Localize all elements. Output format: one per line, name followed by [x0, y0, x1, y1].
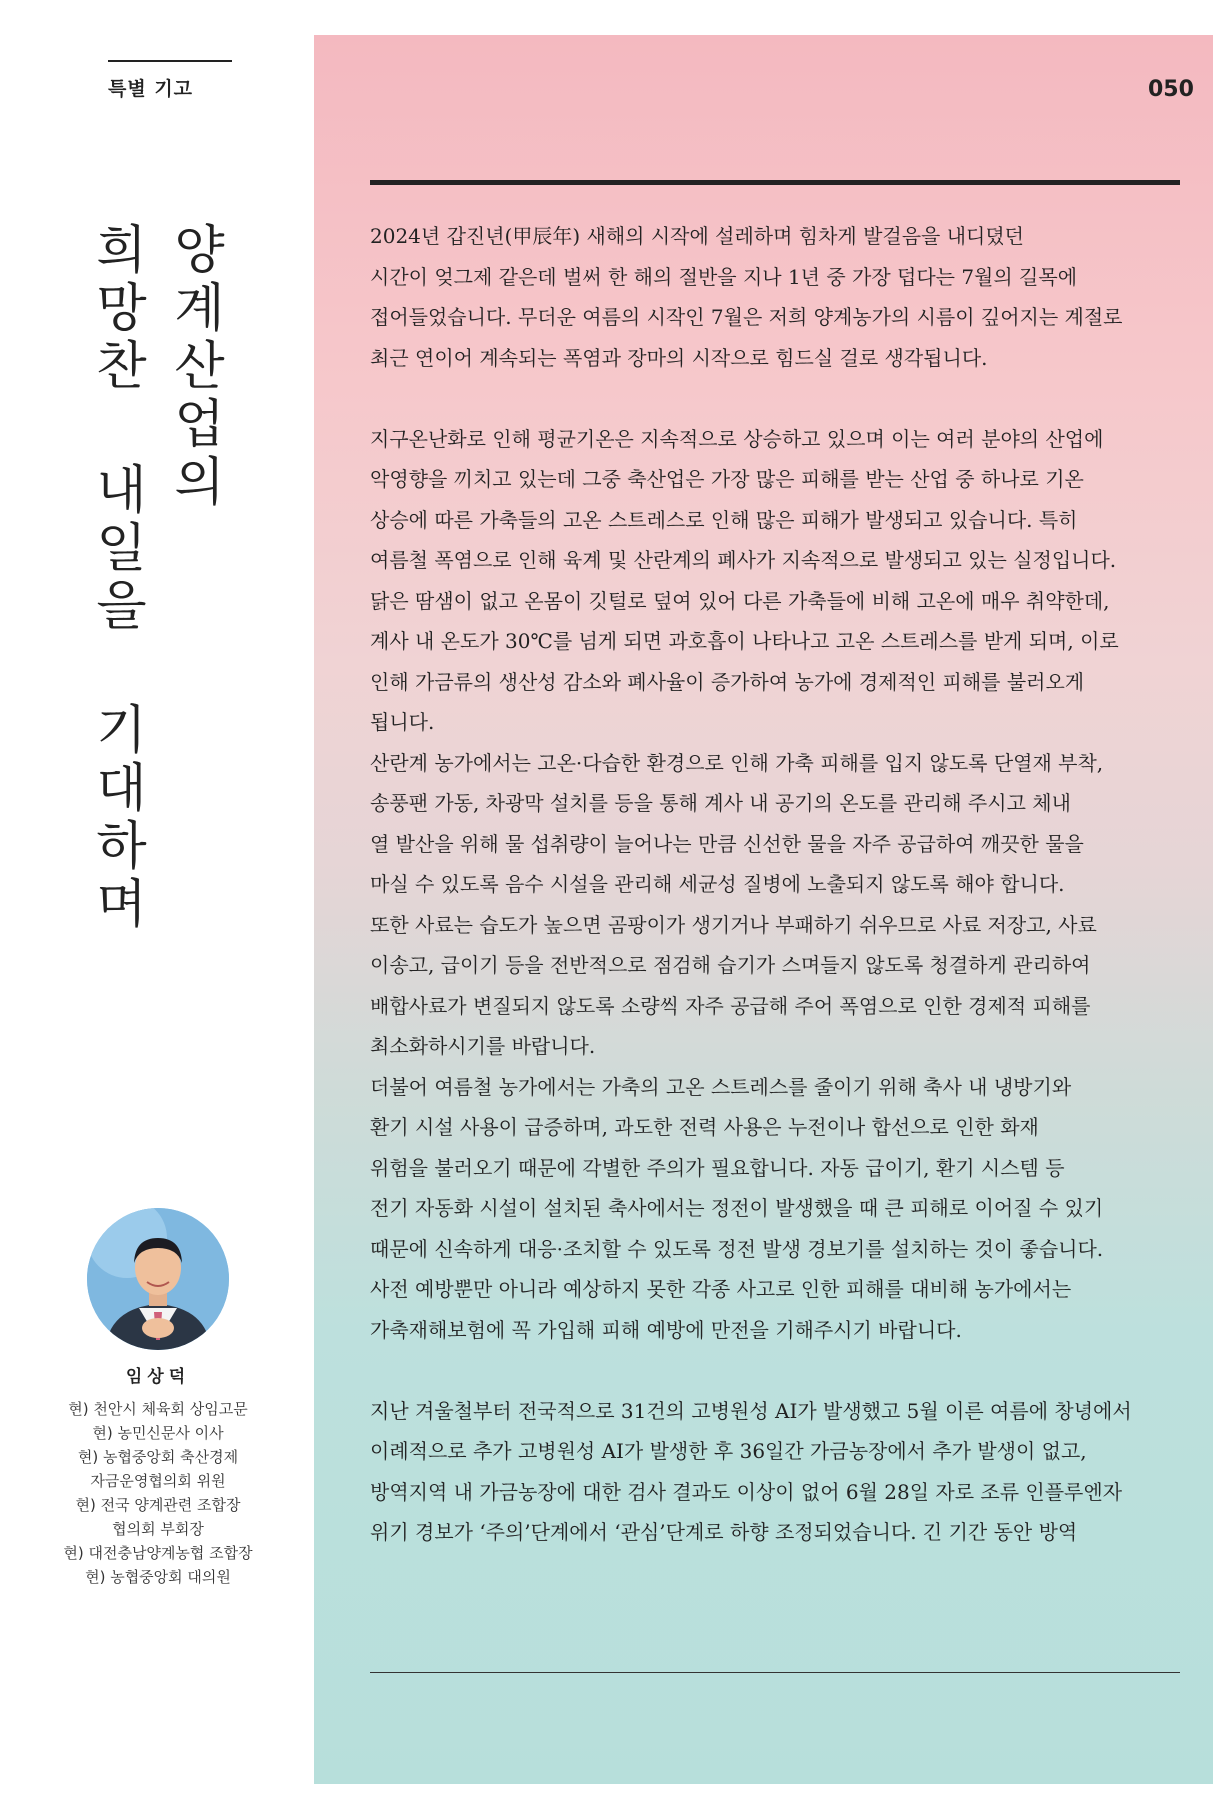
article-text-line: 이송고, 급이기 등을 전반적으로 점검해 습기가 스며들지 않도록 청결하게 관리하여	[370, 953, 1091, 977]
credential-line: 현) 농협중앙회 축산경제	[77, 1448, 239, 1466]
credential-line: 현) 대전충남양계농협 조합장	[63, 1544, 253, 1562]
article-text-line: 닭은 땀샘이 없고 온몸이 깃털로 덮여 있어 다른 가축들에 비해 고온에 매우 취약한데,	[370, 588, 1110, 613]
credential-line: 자금운영협의회 위원	[90, 1472, 226, 1490]
credential-line: 현) 농협중앙회 대의원	[85, 1568, 231, 1586]
article-text-line: 사전 예방뿐만 아니라 예상하지 못한 각종 사고로 인한 피해를 대비해 농가에서는	[370, 1277, 1072, 1301]
article-text-line: 또한 사료는 습도가 높으면 곰팡이가 생기거나 부패하기 쉬우므로 사료 저장고, 사료	[370, 912, 1097, 937]
article-text-line: 여름철 폭염으로 인해 육계 및 산란계의 폐사가 지속적으로 발생되고 있는 실정입니다.	[370, 548, 1117, 572]
article-text-line: 됩니다.	[370, 710, 435, 734]
article-text-line: 이례적으로 추가 고병원성 AI가 발생한 후 36일간 가금농장에서 추가 발생이 없고,	[370, 1439, 1087, 1463]
article-text-line: 전기 자동화 시설이 설치된 축사에서는 정전이 발생했을 때 큰 피해로 이어질 수 있기	[370, 1196, 1104, 1220]
paragraph-gap	[370, 378, 1185, 419]
article-text-line: 시간이 엊그제 같은데 벌써 한 해의 절반을 지나 1년 중 가장 덥다는 7월의 길목에	[370, 264, 1078, 289]
author-credentials	[40, 1397, 276, 1589]
article-text-line: 산란계 농가에서는 고온·다습한 환경으로 인해 가축 피해를 입지 않도록 단열재 부착,	[370, 750, 1104, 775]
article-text-line: 지난 겨울철부터 전국적으로 31건의 고병원성 AI가 발생했고 5월 이른 여름에 창녕에서	[370, 1398, 1132, 1423]
article-text-line: 상승에 따른 가축들의 고온 스트레스로 인해 많은 피해가 발생되고 있습니다. 특히	[370, 507, 1078, 532]
article-top-rule	[370, 180, 1180, 185]
article-text-line: 방역지역 내 가금농장에 대한 검사 결과도 이상이 없어 6월 28일 자로 조류 인플루엔자	[370, 1479, 1123, 1504]
page-number: 050	[1148, 77, 1194, 102]
article-text-line: 지구온난화로 인해 평균기온은 지속적으로 상승하고 있으며 이는 여러 분야의 산업에	[370, 426, 1104, 451]
section-divider	[108, 60, 232, 62]
article-text-line: 최근 연이어 계속되는 폭염과 장마의 시작으로 힘드실 걸로 생각됩니다.	[370, 345, 988, 370]
credential-line: 현) 농민신문사 이사	[92, 1424, 224, 1442]
article-text-line: 송풍팬 가동, 차광막 설치를 등을 통해 계사 내 공기의 온도를 관리해 주시고 체내	[370, 791, 1071, 815]
article-text-line: 최소화하시기를 바랍니다.	[370, 1034, 596, 1058]
article-text-line: 인해 가금류의 생산성 감소와 폐사율이 증가하여 농가에 경제적인 피해를 불러오게	[370, 669, 1085, 694]
article-title-line-2: 희망찬 내일을 기대하며	[86, 222, 146, 934]
article-text-line: 마실 수 있도록 음수 시설을 관리해 세균성 질병에 노출되지 않도록 해야 합니다.	[370, 872, 1065, 896]
credential-line: 현) 천안시 체육회 상임고문	[68, 1400, 248, 1418]
article-text-line: 열 발산을 위해 물 섭취량이 늘어나는 만큼 신선한 물을 자주 공급하여 깨끗한 물을	[370, 831, 1084, 856]
author-photo	[87, 1208, 229, 1350]
article-text-line: 때문에 신속하게 대응·조치할 수 있도록 정전 발생 경보기를 설치하는 것이 좋습니다.	[370, 1236, 1104, 1261]
article-text-line: 위험을 불러오기 때문에 각별한 주의가 필요합니다. 자동 급이기, 환기 시스템 등	[370, 1155, 1065, 1180]
article-title-line-1: 양계산업의	[164, 222, 224, 512]
article-text-line: 계사 내 온도가 30℃를 넘게 되면 과호흡이 나타나고 고온 스트레스를 받게 되며, 이로	[370, 629, 1119, 653]
article-bottom-rule	[370, 1672, 1180, 1673]
article-text-line: 환기 시설 사용이 급증하며, 과도한 전력 사용은 누전이나 합선으로 인한 화재	[370, 1115, 1039, 1139]
article-text-line: 배합사료가 변질되지 않도록 소량씩 자주 공급해 주어 폭염으로 인한 경제적 피해를	[370, 993, 1091, 1018]
article-text-line: 가축재해보험에 꼭 가입해 피해 예방에 만전을 기해주시기 바랍니다.	[370, 1317, 962, 1342]
article-text-line: 위기 경보가 ‘주의’단계에서 ‘관심’단계로 하향 조정되었습니다. 긴 기간 동안 방역	[370, 1520, 1078, 1544]
article-text-line: 더불어 여름철 농가에서는 가축의 고온 스트레스를 줄이기 위해 축사 내 냉방기와	[370, 1074, 1072, 1099]
author-name: 임상덕	[125, 1367, 191, 1387]
section-label: 특별 기고	[108, 78, 194, 100]
credential-line: 현) 전국 양계관련 조합장	[75, 1496, 241, 1514]
author-info	[40, 1362, 276, 1589]
article-text-line: 2024년 갑진년(甲辰年) 새해의 시작에 설레하며 힘차게 발걸음을 내디뎠던	[370, 224, 1025, 248]
article-text-line: 접어들었습니다. 무더운 여름의 시작인 7월은 저희 양계농가의 시름이 깊어지는 계절로	[370, 305, 1123, 329]
article-text-line: 악영향을 끼치고 있는데 그중 축산업은 가장 많은 피해를 받는 산업 중 하나로 기온	[370, 467, 1084, 491]
paragraph-gap	[370, 1350, 1185, 1391]
credential-line: 협의회 부회장	[112, 1520, 204, 1538]
article-body	[370, 216, 1185, 1553]
